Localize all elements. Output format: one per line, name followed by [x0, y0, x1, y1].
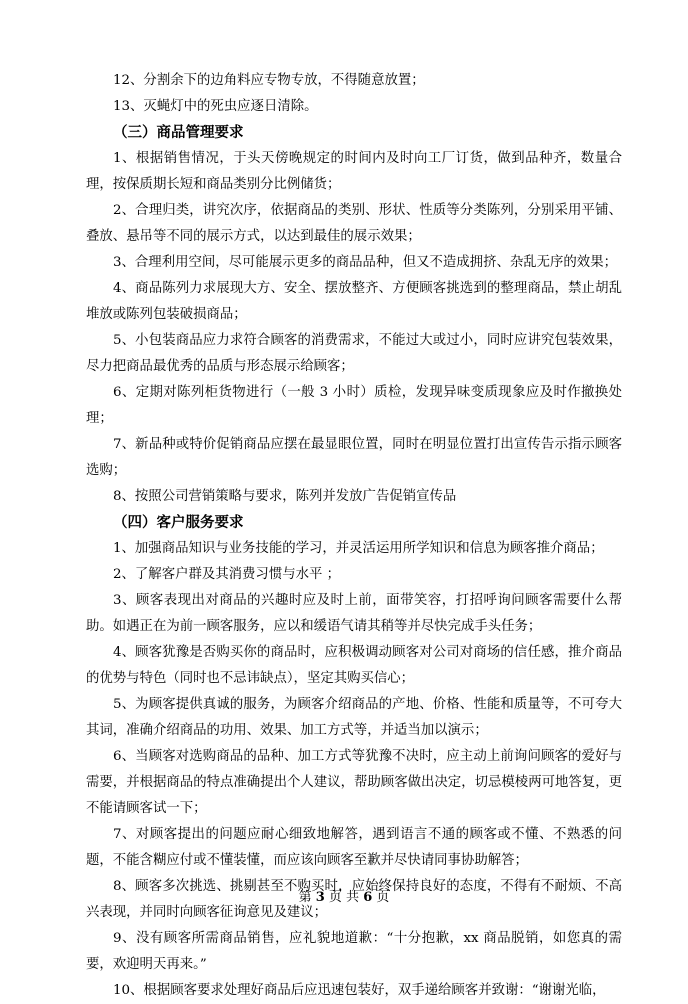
s4-item-3: 3、顾客表现出对商品的兴趣时应及时上前，面带笑容，打招呼询问顾客需要什么帮助。如遇正在为前一顾客服务，应以和缓语气请其稍等并尽快完成手头任务；	[86, 593, 622, 634]
s4-item-6: 6、当顾客对选购商品的品种、加工方式等犹豫不决时，应主动上前询问顾客的爱好与需要，并根据商品的特点准确提出个人建议，帮助顾客做出决定，切忌模棱两可地答复，更不能请顾客试一下；	[86, 749, 622, 816]
footer-total-pages: 6	[363, 890, 373, 905]
s4-item-5: 5、为顾客提供真诚的服务，为顾客介绍商品的产地、价格、性能和质量等，不可夸大其词，准确介绍商品的功用、效果、加工方式等，并适当加以演示；	[86, 697, 622, 738]
s4-item-10: 10、根据顾客要求处理好商品后应迅速包装好，双手递给顾客并致谢：“谢谢光临，	[113, 983, 606, 998]
section-heading-3: （三）商品管理要求	[113, 124, 244, 141]
s3-item-4: 4、商品陈列力求展现大方、安全、摆放整齐、方便顾客挑选到的整理商品，禁止胡乱堆放或陈列包装破损商品；	[86, 281, 622, 322]
s3-item-6: 6、定期对陈列柜货物进行（一般 3 小时）质检，发现异味变质现象应及时作撤换处理；	[86, 385, 622, 426]
s3-item-3: 3、合理利用空间，尽可能展示更多的商品品种，但又不造成拥挤、杂乱无序的效果；	[113, 255, 617, 270]
page-footer	[0, 888, 688, 908]
footer-suffix: 页	[372, 890, 390, 905]
s4-item-2: 2、了解客户群及其消费习惯与水平 ；	[113, 567, 341, 582]
footer-prefix: 第	[298, 890, 316, 905]
footer-middle: 页 共	[324, 890, 364, 905]
s4-item-1: 1、加强商品知识与业务技能的学习，并灵活运用所学知识和信息为顾客推介商品；	[113, 541, 604, 556]
s3-item-1: 1、根据销售情况，于头天傍晚规定的时间内及时向工厂订货，做到品种齐，数量合理，按保质期长短和商品类别分比例储货；	[86, 151, 622, 192]
document-body	[86, 68, 622, 1004]
paragraph-item-13: 13、灭蝇灯中的死虫应逐日清除。	[113, 99, 318, 114]
paragraph-item-12: 12、分割余下的边角料应专物专放，不得随意放置；	[113, 73, 425, 88]
footer-current-page: 3	[315, 890, 325, 905]
s3-item-8: 8、按照公司营销策略与要求，陈列并发放广告促销宣传品	[113, 489, 457, 504]
s4-item-8: 8、顾客多次挑选、挑剔甚至不购买时，应始终保持良好的态度，不得有不耐烦、不高兴表现，并同时向顾客征询意见及建议；	[86, 879, 622, 920]
section-heading-4: （四）客户服务要求	[113, 514, 244, 531]
s3-item-7: 7、新品种或特价促销商品应摆在最显眼位置，同时在明显位置打出宣传告示指示顾客选购；	[86, 437, 622, 478]
s3-item-5: 5、小包装商品应力求符合顾客的消费需求，不能过大或过小，同时应讲究包装效果，尽力把商品最优秀的品质与形态展示给顾客；	[86, 333, 622, 374]
s4-item-4: 4、顾客犹豫是否购买你的商品时，应积极调动顾客对公司对商场的信任感，推介商品的优势与特色（同时也不忌讳缺点），坚定其购买信心；	[86, 645, 622, 686]
s4-item-7: 7、对顾客提出的问题应耐心细致地解答，遇到语言不通的顾客或不懂、不熟悉的问题，不能含糊应付或不懂装懂，而应该向顾客至歉并尽快请同事协助解答；	[86, 827, 622, 868]
s3-item-2: 2、合理归类，讲究次序，依据商品的类别、形状、性质等分类陈列，分别采用平铺、叠放、悬吊等不同的展示方式，以达到最佳的展示效果；	[86, 203, 622, 244]
s4-item-9: 9、没有顾客所需商品销售，应礼貌地道歉：“十分抱歉，xx 商品脱销，如您真的需要，欢迎明天再来。”	[86, 931, 622, 972]
